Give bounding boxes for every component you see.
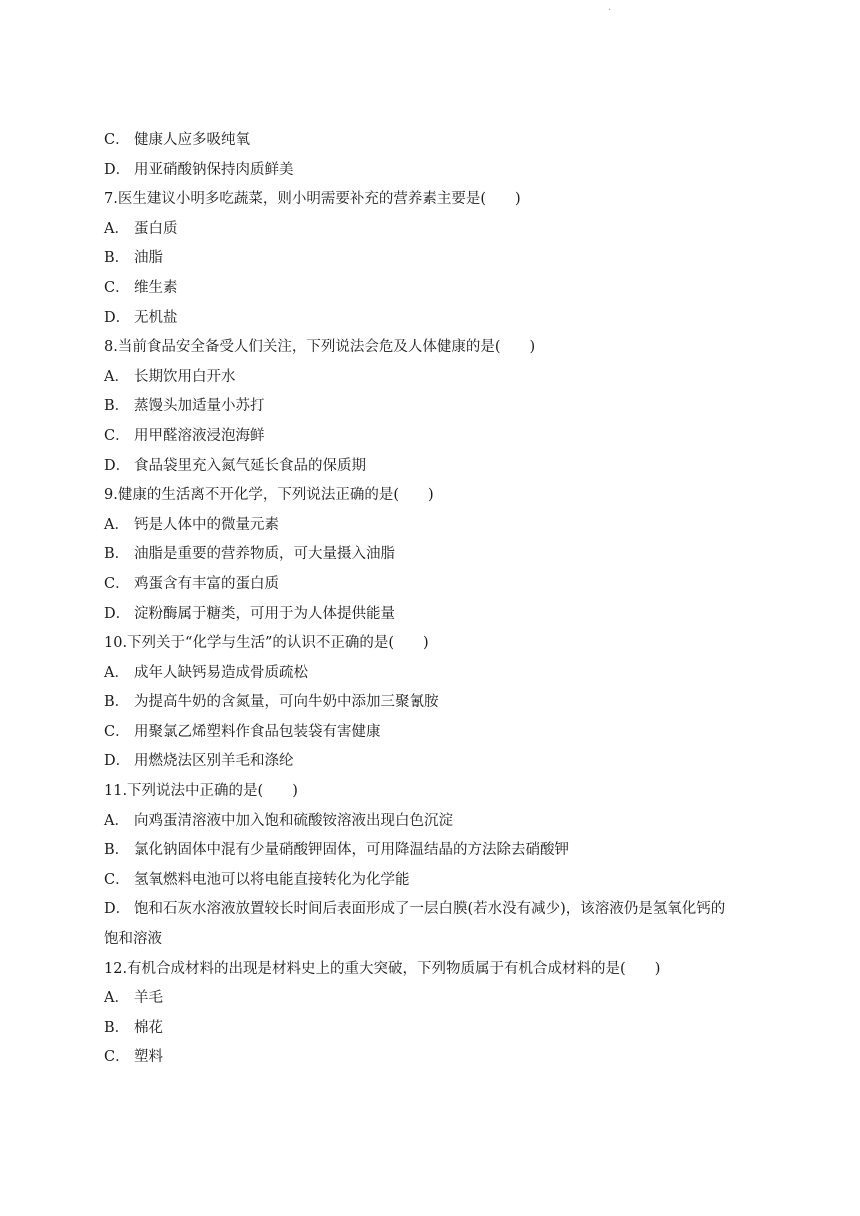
question-text: 12.有机合成材料的出现是材料史上的重大突破，下列物质属于有机合成材料的是( ) [104, 960, 661, 977]
option-letter: A． [104, 664, 129, 681]
question-stem [104, 629, 768, 659]
option-text: 羊毛 [134, 990, 163, 1007]
option-letter: D． [104, 901, 131, 918]
answer-option [104, 304, 768, 334]
answer-option [104, 126, 768, 156]
option-text: 塑料 [134, 1049, 163, 1066]
option-text: 无机盐 [134, 309, 178, 326]
option-text: 蒸馒头加适量小苏打 [134, 398, 265, 415]
option-text: 健康人应多吸纯氧 [134, 132, 250, 148]
option-letter: A． [104, 368, 129, 385]
option-letter: C． [104, 279, 130, 296]
option-letter: A． [104, 812, 129, 829]
option-letter: D． [104, 457, 131, 474]
answer-option [104, 600, 768, 630]
option-letter: C． [104, 1049, 130, 1066]
answer-option [104, 570, 768, 600]
question-text: 10.下列关于“化学与生活”的认识不正确的是( ) [104, 635, 429, 652]
option-letter: B． [104, 1019, 130, 1036]
option-text: 用燃烧法区别羊毛和涤纶 [134, 753, 294, 770]
option-text: 蛋白质 [134, 220, 178, 237]
option-text: 为提高牛奶的含氮量，可向牛奶中添加三聚氰胺 [134, 694, 439, 711]
answer-option [104, 274, 768, 304]
option-letter: B． [104, 250, 130, 267]
option-letter: C． [104, 871, 130, 888]
answer-option [104, 363, 768, 393]
answer-option [104, 747, 768, 777]
question-text: 7.医生建议小明多吃蔬菜，则小明需要补充的营养素主要是( ) [104, 191, 521, 208]
option-letter: B． [104, 398, 130, 415]
answer-option [104, 540, 768, 570]
option-letter: D． [104, 309, 131, 326]
option-text: 长期饮用白开水 [134, 368, 236, 385]
option-text: 氯化钠固体中混有少量硝酸钾固体，可用降温结晶的方法除去硝酸钾 [134, 842, 569, 859]
question-stem [104, 955, 768, 985]
answer-option [104, 688, 768, 718]
option-letter: A． [104, 220, 129, 237]
option-continuation [104, 925, 768, 955]
option-text: 维生素 [134, 279, 178, 296]
answer-option [104, 895, 768, 925]
answer-option [104, 659, 768, 689]
answer-option [104, 718, 768, 748]
answer-option [104, 984, 768, 1014]
option-text: 食品袋里充入氮气延长食品的保质期 [134, 457, 366, 474]
answer-option [104, 511, 768, 541]
answer-option [104, 215, 768, 245]
option-letter: B． [104, 546, 130, 563]
answer-option [104, 836, 768, 866]
option-text: 用甲醛溶液浸泡海鲜 [134, 427, 265, 444]
question-stem [104, 481, 768, 511]
option-letter: C． [104, 723, 130, 740]
question-text: 8.当前食品安全备受人们关注，下列说法会危及人体健康的是( ) [104, 339, 536, 356]
option-text: 用聚氯乙烯塑料作食品包装袋有害健康 [134, 723, 381, 740]
question-list [104, 126, 768, 1073]
answer-option [104, 244, 768, 274]
option-text: 向鸡蛋清溶液中加入饱和硫酸铵溶液出现白色沉淀 [134, 812, 453, 829]
question-text: 11.下列说法中正确的是( ) [104, 783, 298, 800]
option-text: 油脂 [134, 250, 163, 267]
top-mark: . [608, 2, 612, 13]
question-stem [104, 185, 768, 215]
option-letter: A． [104, 516, 129, 533]
option-text: 鸡蛋含有丰富的蛋白质 [134, 575, 279, 592]
option-letter: D． [104, 161, 131, 178]
answer-option [104, 1014, 768, 1044]
answer-option [104, 422, 768, 452]
option-text: 氢氧燃料电池可以将电能直接转化为化学能 [134, 871, 410, 888]
option-letter: D． [104, 605, 131, 622]
continuation-text: 饱和溶液 [104, 931, 162, 948]
option-text: 棉花 [134, 1019, 163, 1036]
option-text: 油脂是重要的营养物质，可大量摄入油脂 [134, 546, 395, 563]
option-letter: C． [104, 575, 130, 592]
question-text: 9.健康的生活离不开化学，下列说法正确的是( ) [104, 487, 434, 504]
option-text: 钙是人体中的微量元素 [134, 516, 279, 533]
answer-option [104, 807, 768, 837]
option-text: 成年人缺钙易造成骨质疏松 [134, 664, 308, 681]
question-stem [104, 333, 768, 363]
question-stem [104, 777, 768, 807]
option-text: 用亚硝酸钠保持肉质鲜美 [134, 161, 294, 178]
option-letter: D． [104, 753, 131, 770]
option-letter: C． [104, 427, 130, 444]
answer-option [104, 1043, 768, 1073]
option-letter: C． [104, 132, 130, 148]
option-text: 淀粉酶属于糖类，可用于为人体提供能量 [134, 605, 395, 622]
answer-option [104, 392, 768, 422]
answer-option [104, 452, 768, 482]
option-letter: B． [104, 842, 130, 859]
option-letter: A． [104, 990, 129, 1007]
option-text: 饱和石灰水溶液放置较长时间后表面形成了一层白膜(若水没有减少)，该溶液仍是氢氧化钙的 [134, 901, 726, 918]
answer-option [104, 156, 768, 186]
option-letter: B． [104, 694, 130, 711]
answer-option [104, 866, 768, 896]
